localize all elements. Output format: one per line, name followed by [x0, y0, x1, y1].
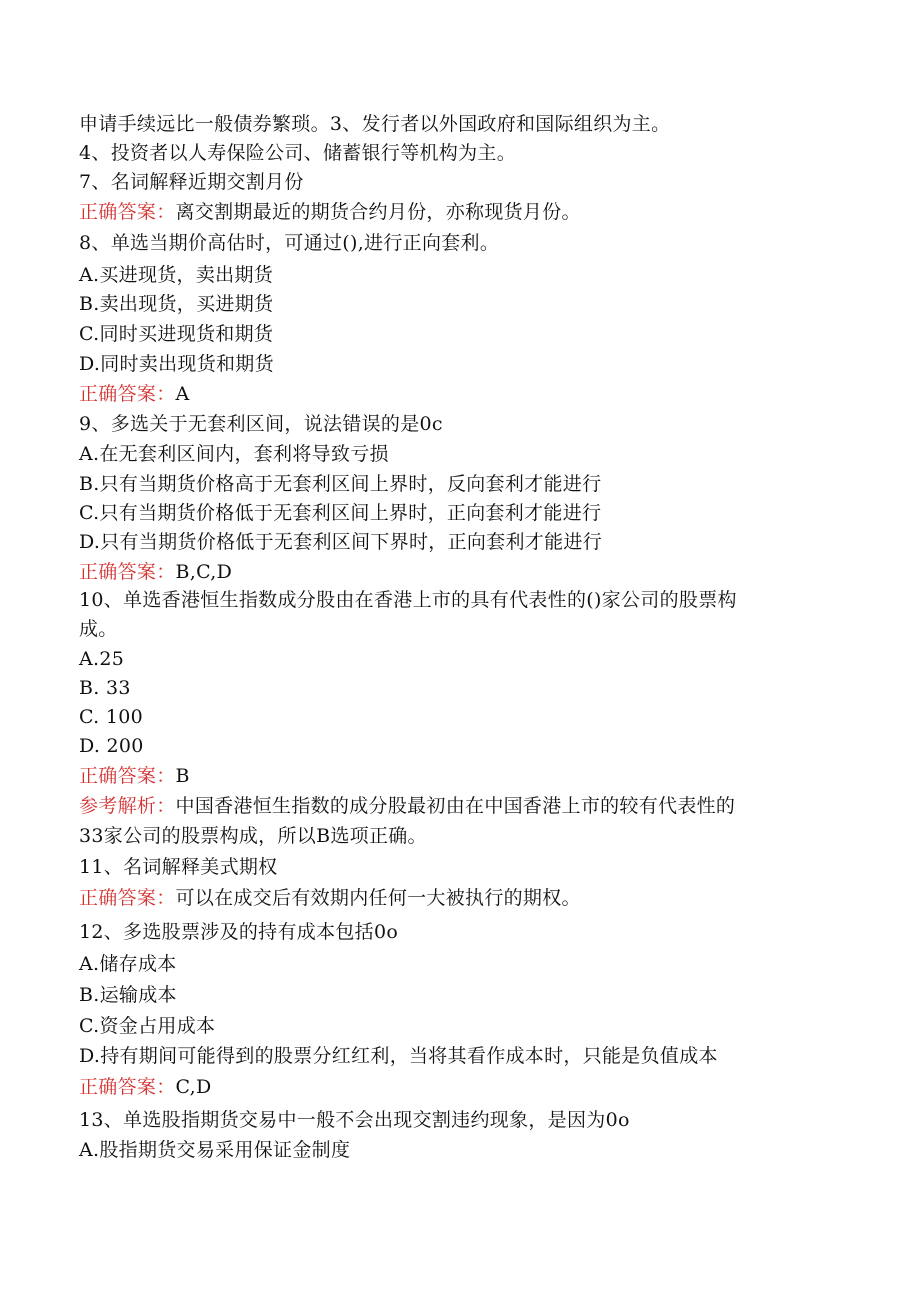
option-line: A.在无套利区间内，套利将导致亏损	[79, 443, 389, 465]
option-line: A.储存成本	[79, 953, 177, 975]
option-line: C.只有当期货价格低于无套利区间上界时，正向套利才能进行	[79, 502, 602, 524]
question-line: 10、单选香港恒生指数成分股由在香港上市的具有代表性的()家公司的股票构	[79, 589, 737, 611]
answer-line: 正确答案：离交割期最近的期货合约月份，亦称现货月份。	[79, 201, 581, 223]
question-line: 11、名词解释美式期权	[79, 856, 278, 878]
answer-label: 正确答案：	[79, 1076, 176, 1098]
option-line: B.运输成本	[79, 984, 177, 1006]
text-line: 成。	[79, 618, 118, 640]
answer-label: 正确答案：	[79, 561, 176, 583]
answer-label: 正确答案：	[79, 887, 176, 909]
explanation-label: 参考解析：	[79, 795, 176, 817]
option-line: A.25	[79, 648, 125, 670]
option-line: D.持有期间可能得到的股票分红红利，当将其看作成本时，只能是负值成本	[79, 1045, 718, 1067]
question-line: 13、单选股指期货交易中一般不会出现交割违约现象，是因为0o	[79, 1109, 630, 1131]
option-line: A.买进现货，卖出期货	[79, 264, 274, 286]
option-line: B.只有当期货价格高于无套利区间上界时，反向套利才能进行	[79, 473, 602, 495]
option-line: C.资金占用成本	[79, 1015, 216, 1037]
answer-line: 正确答案：B,C,D	[79, 561, 233, 583]
question-line: 9、多选关于无套利区间，说法错误的是0c	[79, 413, 443, 435]
answer-line: 正确答案：A	[79, 383, 190, 405]
text-line: 4、投资者以人寿保险公司、储蓄银行等机构为主。	[79, 142, 516, 164]
answer-label: 正确答案：	[79, 765, 176, 787]
option-line: C.同时买进现货和期货	[79, 323, 274, 345]
question-line: 8、单选当期价高估时，可通过(),进行正向套利。	[79, 232, 500, 254]
answer-line: 正确答案：B	[79, 765, 190, 787]
text-line: 申请手续远比一般债券繁琐。3、发行者以外国政府和国际组织为主。	[79, 113, 671, 135]
answer-line: 正确答案：C,D	[79, 1076, 212, 1098]
option-line: B.卖出现货，买进期货	[79, 293, 274, 315]
text-line: 33家公司的股票构成，所以B选项正确。	[79, 825, 427, 847]
option-line: A.股指期货交易采用保证金制度	[79, 1139, 351, 1161]
option-line: D.同时卖出现货和期货	[79, 353, 274, 375]
option-line: C. 100	[79, 706, 144, 728]
answer-line: 正确答案：可以在成交后有效期内任何一大被执行的期权。	[79, 887, 581, 909]
explanation-line: 参考解析：中国香港恒生指数的成分股最初由在中国香港上市的较有代表性的	[79, 795, 736, 817]
option-line: B. 33	[79, 677, 131, 699]
option-line: D.只有当期货价格低于无套利区间下界时，正向套利才能进行	[79, 531, 602, 553]
question-line: 7、名词解释近期交割月份	[79, 171, 304, 193]
answer-label: 正确答案：	[79, 201, 176, 223]
option-line: D. 200	[79, 735, 144, 757]
question-line: 12、多选股票涉及的持有成本包括0o	[79, 921, 399, 943]
answer-label: 正确答案：	[79, 383, 176, 405]
